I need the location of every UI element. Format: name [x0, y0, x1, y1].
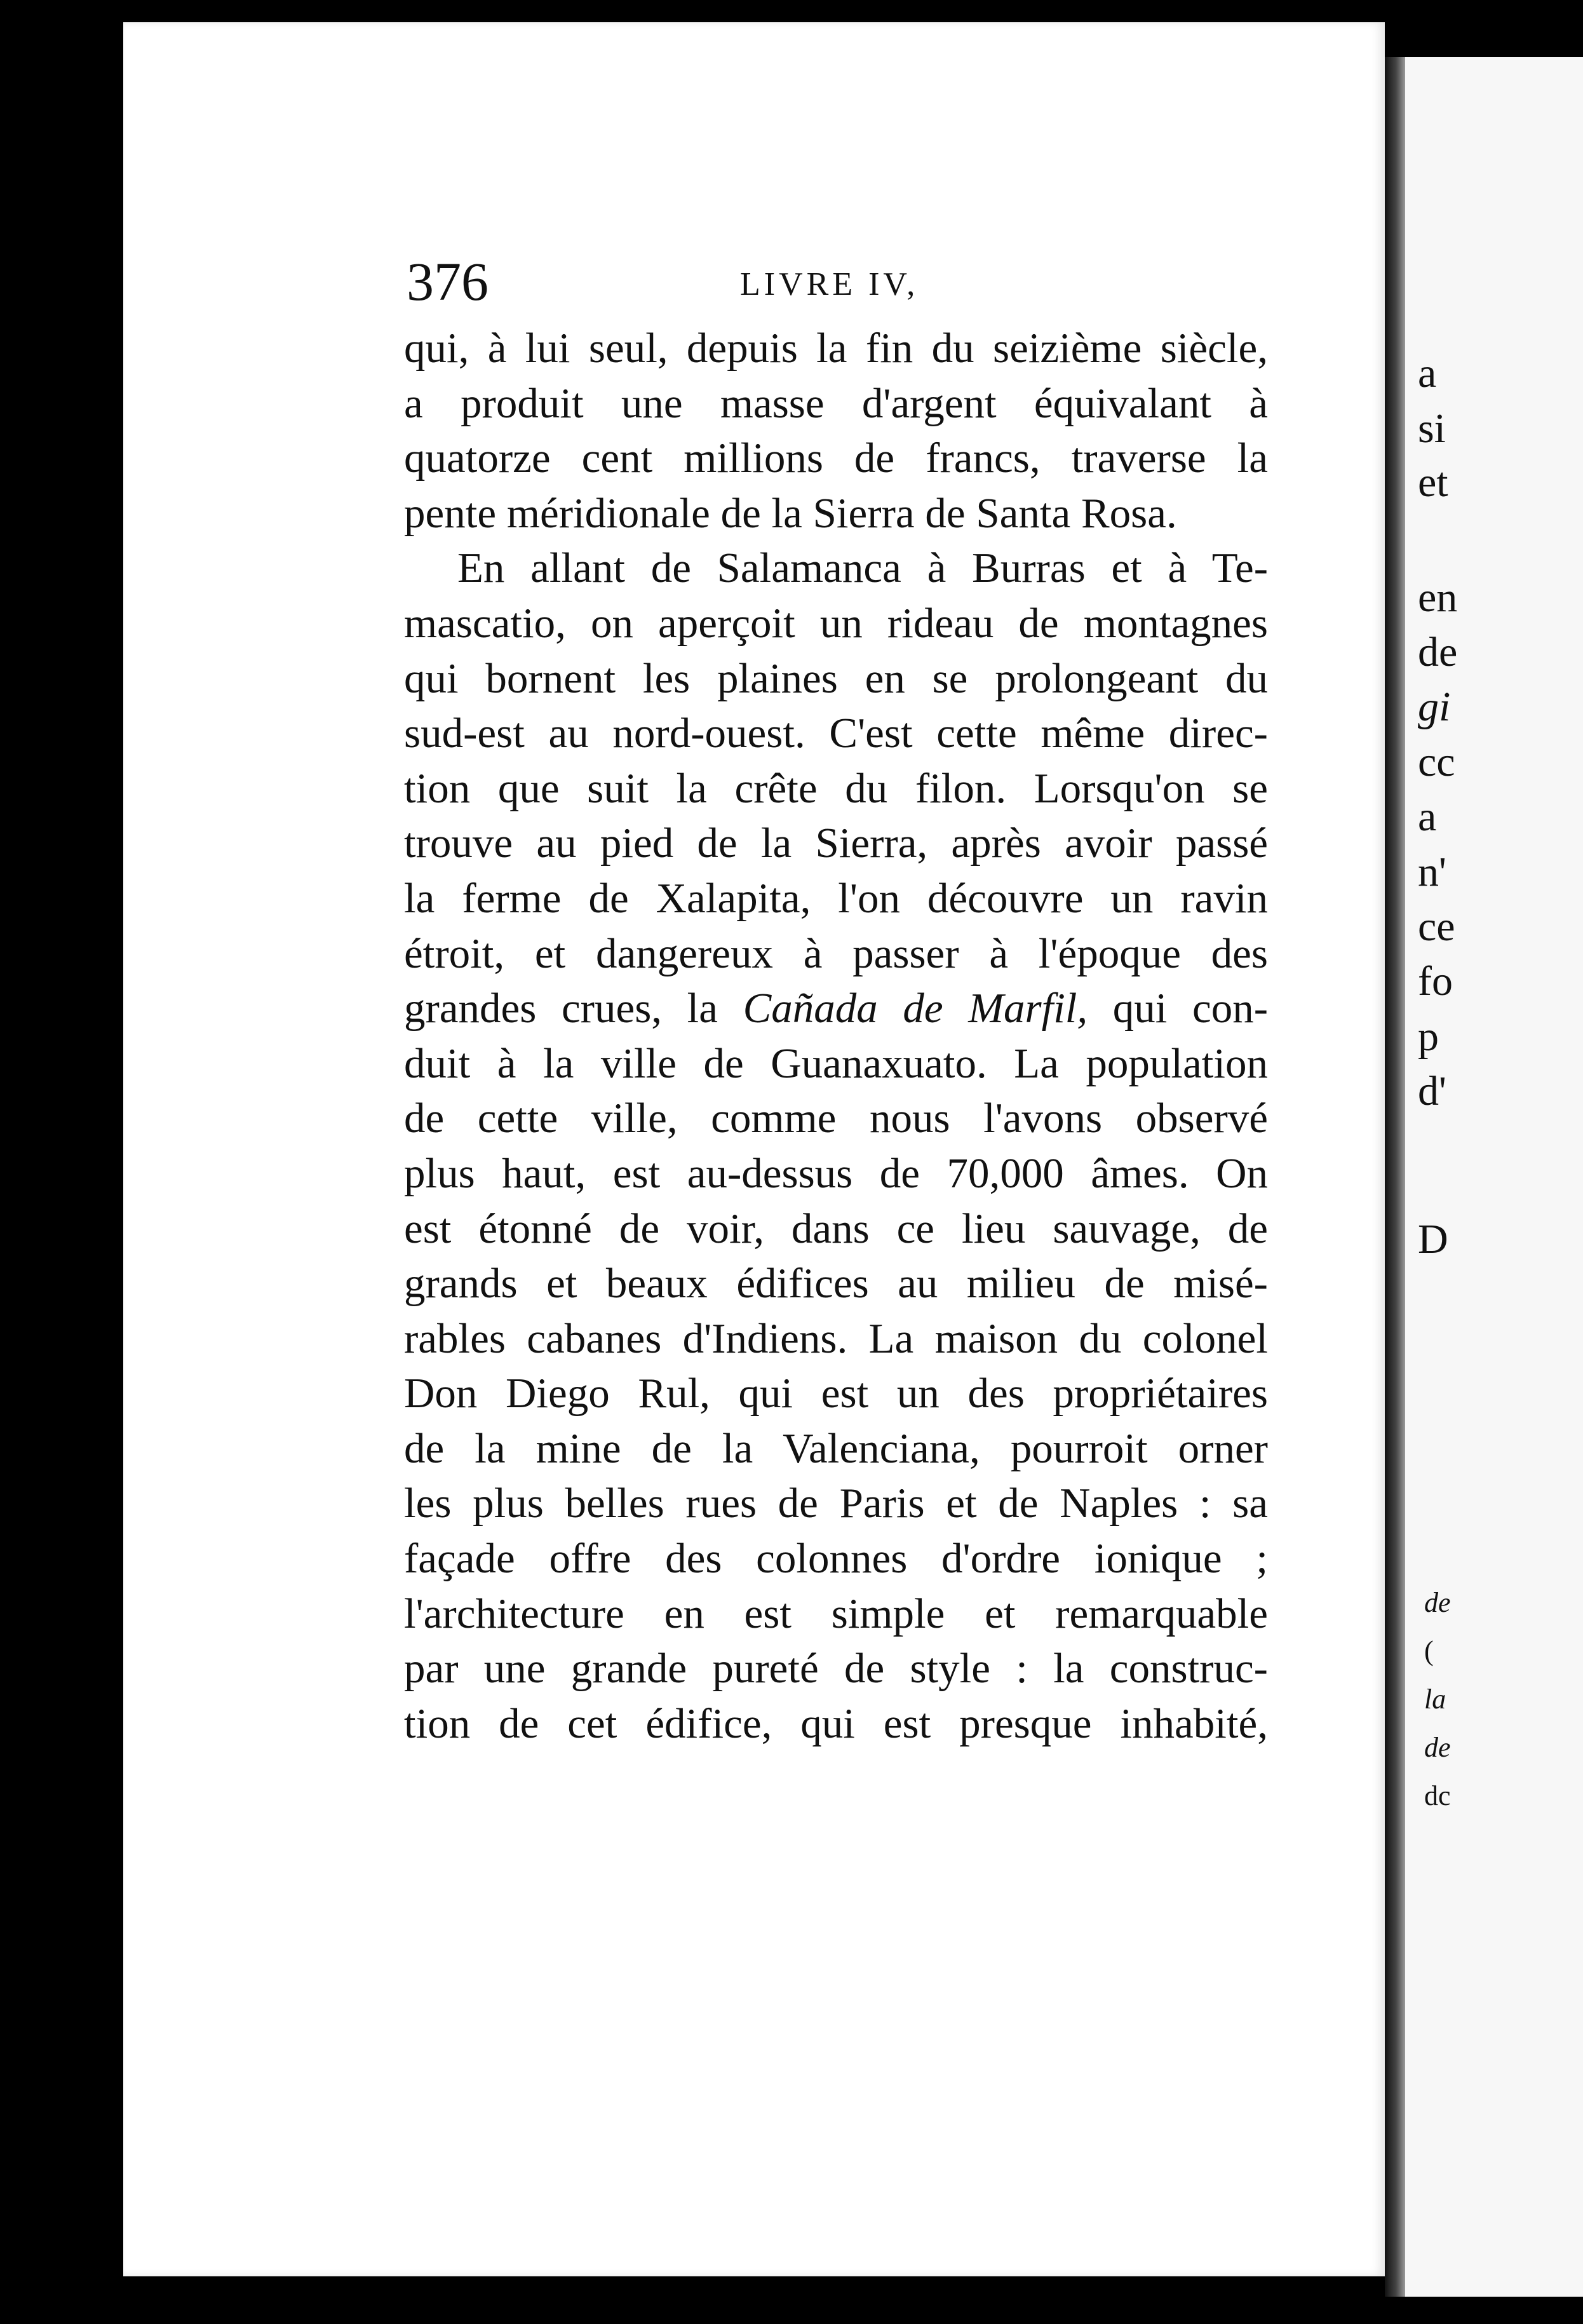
text-line-with-italic — [404, 981, 1268, 1036]
text-line: tion que suit la crête du filon. Lorsqu'on se — [404, 764, 1268, 812]
facing-page-note: dc — [1424, 1780, 1451, 1811]
text-line: étroit, et dangereux à passer à l'époque des — [404, 929, 1268, 977]
text-line: de la mine de la Valenciana, pourroit orner — [404, 1424, 1268, 1472]
text-line: façade offre des colonnes d'ordre ionique ; — [404, 1535, 1268, 1583]
text-line: qui, à lui seul, depuis la fin du seizième siècle, — [404, 325, 1268, 372]
text-line: la ferme de Xalapita, l'on découvre un ravin — [404, 874, 1268, 922]
text-fragment: qui con- — [1112, 985, 1268, 1032]
text-line: a produit une masse d'argent équivalant à — [404, 379, 1268, 427]
book-gutter — [1385, 57, 1405, 2297]
facing-page-note: ( — [1424, 1635, 1434, 1666]
facing-page-note: la — [1424, 1684, 1446, 1715]
text-line: duit à la ville de Guanaxuato. La population — [404, 1039, 1268, 1087]
text-line: sud-est au nord-ouest. C'est cette même direc- — [404, 710, 1268, 757]
text-line: rables cabanes d'Indiens. La maison du colonel — [404, 1314, 1268, 1362]
text-line: par une grande pureté de style : la construc- — [404, 1645, 1268, 1692]
text-line: grands et beaux édifices au milieu de misé- — [404, 1260, 1268, 1307]
facing-page-note: de — [1424, 1587, 1451, 1618]
text-line: pente méridionale de la Sierra de Santa Rosa. — [404, 489, 1177, 537]
text-line: trouve au pied de la Sierra, après avoir passé — [404, 820, 1268, 867]
facing-page-note: de — [1424, 1732, 1451, 1763]
text-line: de cette ville, comme nous l'avons observé — [404, 1095, 1268, 1142]
text-line: quatorze cent millions de francs, traverse la — [404, 435, 1268, 482]
page-number: 376 — [407, 251, 488, 312]
facing-page-fragment: et — [1418, 459, 1448, 506]
running-title: LIVRE IV, — [740, 266, 919, 302]
facing-page-fragment: ce — [1418, 903, 1455, 950]
body-text — [404, 321, 1268, 1751]
running-head — [407, 247, 1277, 316]
facing-page-fragment: si — [1418, 405, 1446, 452]
facing-page-fragment: n' — [1418, 849, 1446, 895]
text-line: tion de cet édifice, qui est presque inhabité, — [404, 1699, 1268, 1747]
facing-page-fragment: de — [1418, 629, 1458, 675]
text-line: plus haut, est au-dessus de 70,000 âmes. On — [404, 1149, 1268, 1197]
facing-page-fragment: a — [1418, 350, 1437, 396]
italic-place-name: Cañada de Marfil, — [743, 985, 1088, 1032]
facing-page-fragment: fo — [1418, 958, 1453, 1004]
text-line: En allant de Salamanca à Burras et à Te- — [457, 544, 1268, 592]
text-fragment: grandes crues, la — [404, 985, 718, 1032]
facing-page-fragment: p — [1418, 1013, 1439, 1060]
facing-page-fragment: en — [1418, 574, 1458, 621]
text-line: les plus belles rues de Paris et de Naples : sa — [404, 1480, 1268, 1527]
facing-page-fragment: D — [1418, 1216, 1448, 1262]
text-line: Don Diego Rul, qui est un des propriétaires — [404, 1370, 1268, 1417]
text-line: est étonné de voir, dans ce lieu sauvage, de — [404, 1205, 1268, 1252]
facing-page-fragment: a — [1418, 794, 1437, 840]
text-line: mascatio, on aperçoit un rideau de montagnes — [404, 599, 1268, 647]
text-line: qui bornent les plaines en se prolongeant du — [404, 654, 1268, 702]
text-line: l'architecture en est simple et remarquable — [404, 1590, 1268, 1637]
facing-page-fragment: d' — [1418, 1068, 1446, 1114]
facing-page-fragment: cc — [1418, 739, 1455, 785]
facing-page-fragment: gi — [1418, 684, 1451, 730]
